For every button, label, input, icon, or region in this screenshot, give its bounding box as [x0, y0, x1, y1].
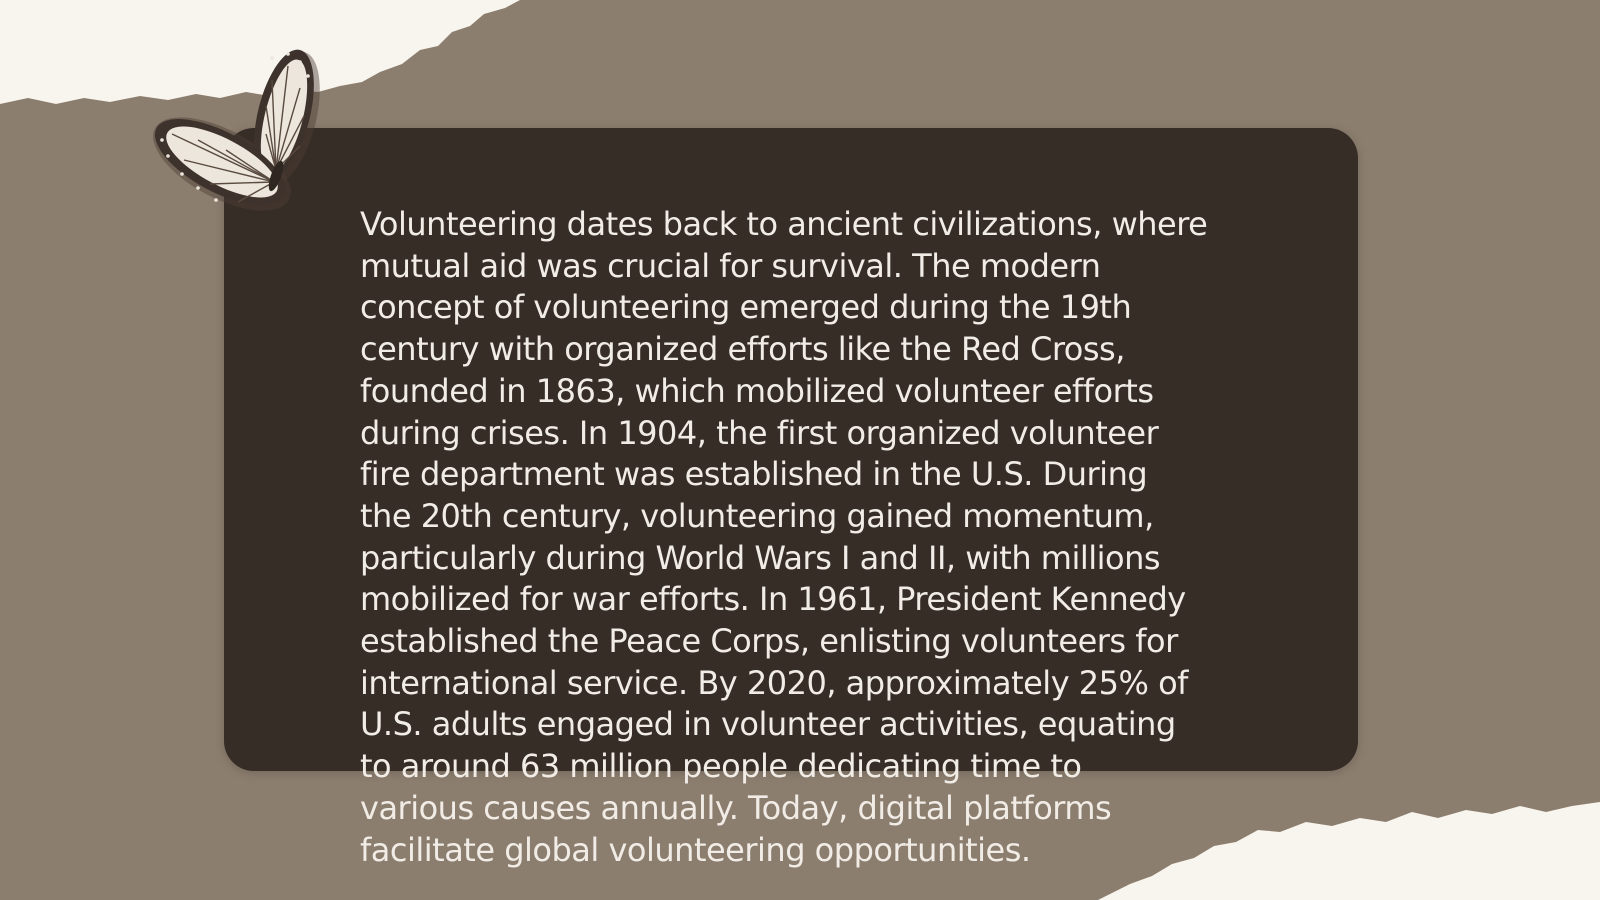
butterfly-icon: [138, 36, 338, 226]
body-text: Volunteering dates back to ancient civilizations, where mutual aid was crucial for survival. The modern concept of volunteering emerged during the 19th century with organized efforts like the Red Cross, founded in 1863, which mobilized volunteer efforts during crises. In 1904, the first organized volunteer fire department was established in the U.S. During the 20th century, volunteering gained momentum, particularly during World Wars I and II, with millions mobilized for war efforts. In 1961, President Kennedy established the Peace Corps, enlisting volunteers for international service. By 2020, approximately 25% of U.S. adults engaged in volunteer activities, equating to around 63 million people dedicating time to various causes annually. Today, digital platforms facilitate global volunteering opportunities.: [360, 205, 1208, 869]
